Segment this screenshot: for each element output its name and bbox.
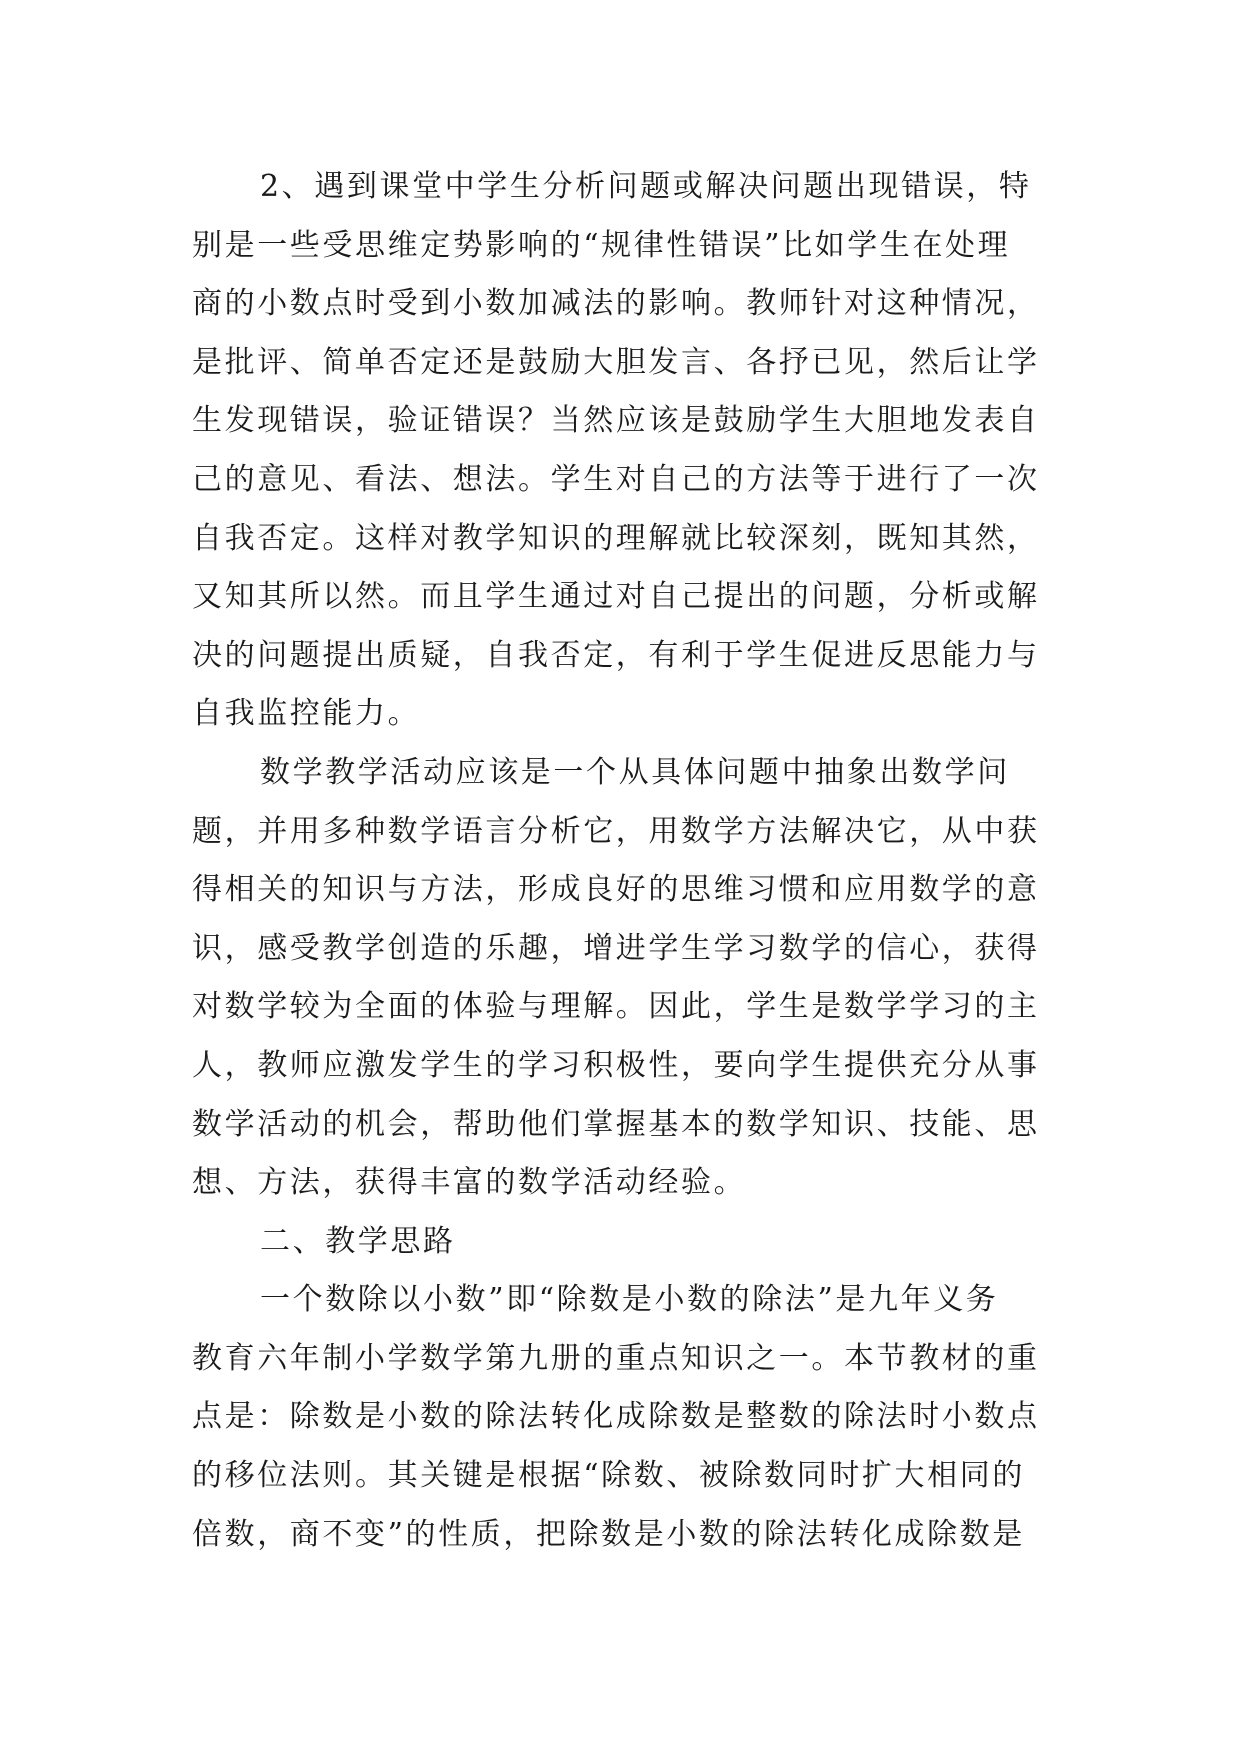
paragraph-1-line-9: 决的问题提出质疑，自我否定，有利于学生促进反思能力与 — [192, 637, 1040, 673]
paragraph-3-line-5: 倍数，商不变”的性质，把除数是小数的除法转化成除数是 — [192, 1516, 1025, 1552]
paragraph-3-line-2: 教育六年制小学数学第九册的重点知识之一。本节教材的重 — [192, 1340, 1040, 1376]
section-heading: 二、教学思路 — [260, 1223, 456, 1259]
paragraph-2-line-1: 数学教学活动应该是一个从具体问题中抽象出数学问 — [260, 754, 1010, 790]
paragraph-2-line-5: 对数学较为全面的体验与理解。因此，学生是数学学习的主 — [192, 989, 1040, 1025]
paragraph-2-line-8: 想、方法，获得丰富的数学活动经验。 — [192, 1165, 747, 1201]
paragraph-1-line-6: 己的意见、看法、想法。学生对自己的方法等于进行了一次 — [192, 461, 1040, 497]
paragraph-3-line-3: 点是：除数是小数的除法转化成除数是整数的除法时小数点 — [192, 1399, 1040, 1435]
paragraph-1-line-10: 自我监控能力。 — [192, 696, 421, 732]
paragraph-1-line-3: 商的小数点时受到小数加减法的影响。教师针对这种情况， — [192, 286, 1040, 322]
paragraph-2-line-7: 数学活动的机会，帮助他们掌握基本的数学知识、技能、思 — [192, 1106, 1040, 1142]
paragraph-2-line-6: 人，教师应激发学生的学习积极性，要向学生提供充分从事 — [192, 1047, 1040, 1083]
paragraph-1-line-2: 别是一些受思维定势影响的“规律性错误”比如学生在处理 — [192, 227, 1011, 263]
paragraph-1-line-5: 生发现错误，验证错误？当然应该是鼓励学生大胆地发表自 — [192, 403, 1040, 439]
paragraph-2-line-2: 题，并用多种数学语言分析它，用数学方法解决它，从中获 — [192, 813, 1040, 849]
paragraph-1-line-8: 又知其所以然。而且学生通过对自己提出的问题，分析或解 — [192, 579, 1040, 615]
paragraph-3-line-1: 一个数除以小数”即“除数是小数的除法”是九年义务 — [260, 1282, 999, 1318]
paragraph-3-line-4: 的移位法则。其关键是根据“除数、被除数同时扩大相同的 — [192, 1458, 1025, 1494]
document-body — [192, 158, 1062, 1564]
paragraph-1-line-7: 自我否定。这样对教学知识的理解就比较深刻，既知其然， — [192, 520, 1040, 556]
paragraph-2-line-4: 识，感受教学创造的乐趣，增进学生学习数学的信心，获得 — [192, 930, 1040, 966]
paragraph-2-line-3: 得相关的知识与方法，形成良好的思维习惯和应用数学的意 — [192, 872, 1040, 908]
paragraph-1-line-1: 2、遇到课堂中学生分析问题或解决问题出现错误，特 — [260, 169, 1032, 204]
paragraph-1-line-4: 是批评、简单否定还是鼓励大胆发言、各抒已见，然后让学 — [192, 344, 1040, 380]
